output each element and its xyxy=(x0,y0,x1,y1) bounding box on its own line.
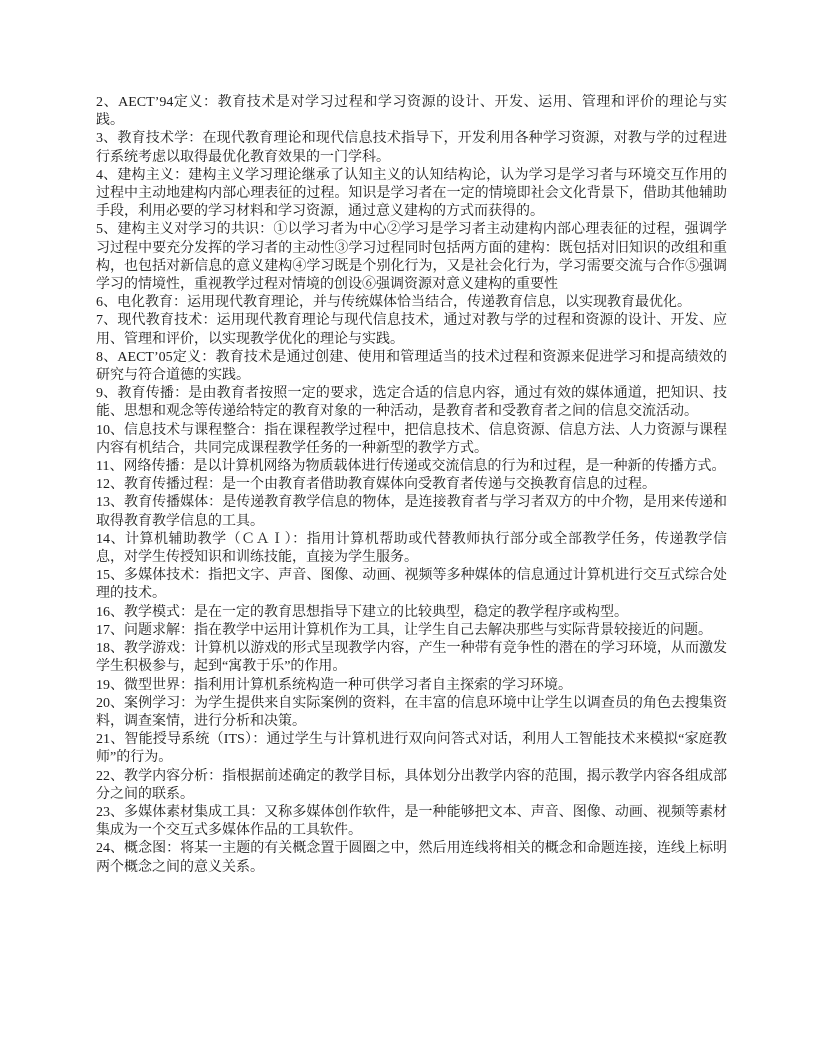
definition-item-2: 2、AECT’94定义：教育技术是对学习过程和学习资源的设计、开发、运用、管理和评价的理论与实践。 xyxy=(96,95,727,129)
definition-item-17: 17、问题求解：指在教学中运用计算机作为工具，让学生自己去解决那些与实际背景较接近的问题。 xyxy=(96,622,712,638)
definition-item-19: 19、微型世界：指利用计算机系统构造一种可供学习者自主探索的学习环境。 xyxy=(96,677,572,693)
definition-item-16: 16、教学模式：是在一定的教育思想指导下建立的比较典型，稳定的教学程序或构型。 xyxy=(96,604,628,620)
definition-item-15: 15、多媒体技术：指把文字、声音、图像、动画、视频等多种媒体的信息通过计算机进行交互式综合处理的技术。 xyxy=(96,568,727,602)
definition-item-6: 6、电化教育：运用现代教育理论，并与传统媒体恰当结合，传递教育信息，以实现教育最优化。 xyxy=(96,295,691,311)
definition-item-18: 18、教学游戏：计算机以游戏的形式呈现教学内容，产生一种带有竞争性的潜在的学习环境，从而激发学生积极参与，起到“寓教于乐”的作用。 xyxy=(96,641,727,675)
definition-item-5: 5、建构主义对学习的共识：①以学习者为中心②学习是学习者主动建构内部心理表征的过程，强调学习过程中要充分发挥的学习者的主动性③学习过程同时包括两方面的建构：既包括对旧知识的改组和重构，也包括对新信息的意义建构④学习既是个别化行为，又是社会化行为，学习需要交流与合作⑤强调学习的情境性，重视教学过程对情境的创设⑥强调资源对意义建构的重要性 xyxy=(96,222,727,293)
definition-item-3: 3、教育技术学：在现代教育理论和现代信息技术指导下，开发利用各种学习资源，对教与学的过程进行系统考虑以取得最优化教育效果的一门学科。 xyxy=(96,131,727,165)
definition-item-20: 20、案例学习：为学生提供来自实际案例的资料，在丰富的信息环境中让学生以调查员的角色去搜集资料，调查案情，进行分析和决策。 xyxy=(96,695,727,729)
definition-item-13: 13、教育传播媒体：是传递教育教学信息的物体，是连接教育者与学习者双方的中介物，是用来传递和取得教育教学信息的工具。 xyxy=(96,495,727,529)
definition-item-4: 4、建构主义：建构主义学习理论继承了认知主义的认知结构论，认为学习是学习者与环境交互作用的过程中主动地建构内部心理表征的过程。知识是学习者在一定的情境即社会文化背景下，借助其他辅助手段，利用必要的学习材料和学习资源，通过意义建构的方式而获得的。 xyxy=(96,167,727,220)
definition-item-22: 22、教学内容分析：指根据前述确定的教学目标，具体划分出教学内容的范围，揭示教学内容各组成部分之间的联系。 xyxy=(96,768,727,802)
definition-item-24: 24、概念图：将某一主题的有关概念置于圆圈之中，然后用连线将相关的概念和命题连接，连线上标明两个概念之间的意义关系。 xyxy=(96,841,727,875)
definition-item-21: 21、智能授导系统（ITS）：通过学生与计算机进行双向问答式对话，利用人工智能技术来模拟“家庭教师”的行为。 xyxy=(96,732,727,766)
definition-item-11: 11、网络传播：是以计算机网络为物质载体进行传递或交流信息的行为和过程，是一种新的传播方式。 xyxy=(96,459,726,475)
definition-item-10: 10、信息技术与课程整合：指在课程教学过程中，把信息技术、信息资源、信息方法、人力资源与课程内容有机结合，共同完成课程教学任务的一种新型的教学方式。 xyxy=(96,422,727,456)
definition-list xyxy=(96,94,727,877)
definition-item-8: 8、AECT’05定义：教育技术是通过创建、使用和管理适当的技术过程和资源来促进学习和提高绩效的研究与符合道德的实践。 xyxy=(96,349,727,384)
definition-item-12: 12、教育传播过程：是一个由教育者借助教育媒体向受教育者传递与交换教育信息的过程。 xyxy=(96,477,656,493)
definition-item-14: 14、计算机辅助教学（ＣＡＩ）：指用计算机帮助或代替教师执行部分或全部教学任务，传递教学信息，对学生传授知识和训练技能，直接为学生服务。 xyxy=(96,531,727,566)
definition-item-23: 23、多媒体素材集成工具：又称多媒体创作软件，是一种能够把文本、声音、图像、动画、视频等素材集成为一个交互式多媒体作品的工具软件。 xyxy=(96,804,727,839)
definition-item-7: 7、现代教育技术：运用现代教育理论与现代信息技术，通过对教与学的过程和资源的设计、开发、应用、管理和评价，以实现教学优化的理论与实践。 xyxy=(96,313,727,347)
definition-item-9: 9、教育传播：是由教育者按照一定的要求，选定合适的信息内容，通过有效的媒体通道，把知识、技能、思想和观念等传递给特定的教育对象的一种活动，是教育者和受教育者之间的信息交流活动。 xyxy=(96,386,727,420)
